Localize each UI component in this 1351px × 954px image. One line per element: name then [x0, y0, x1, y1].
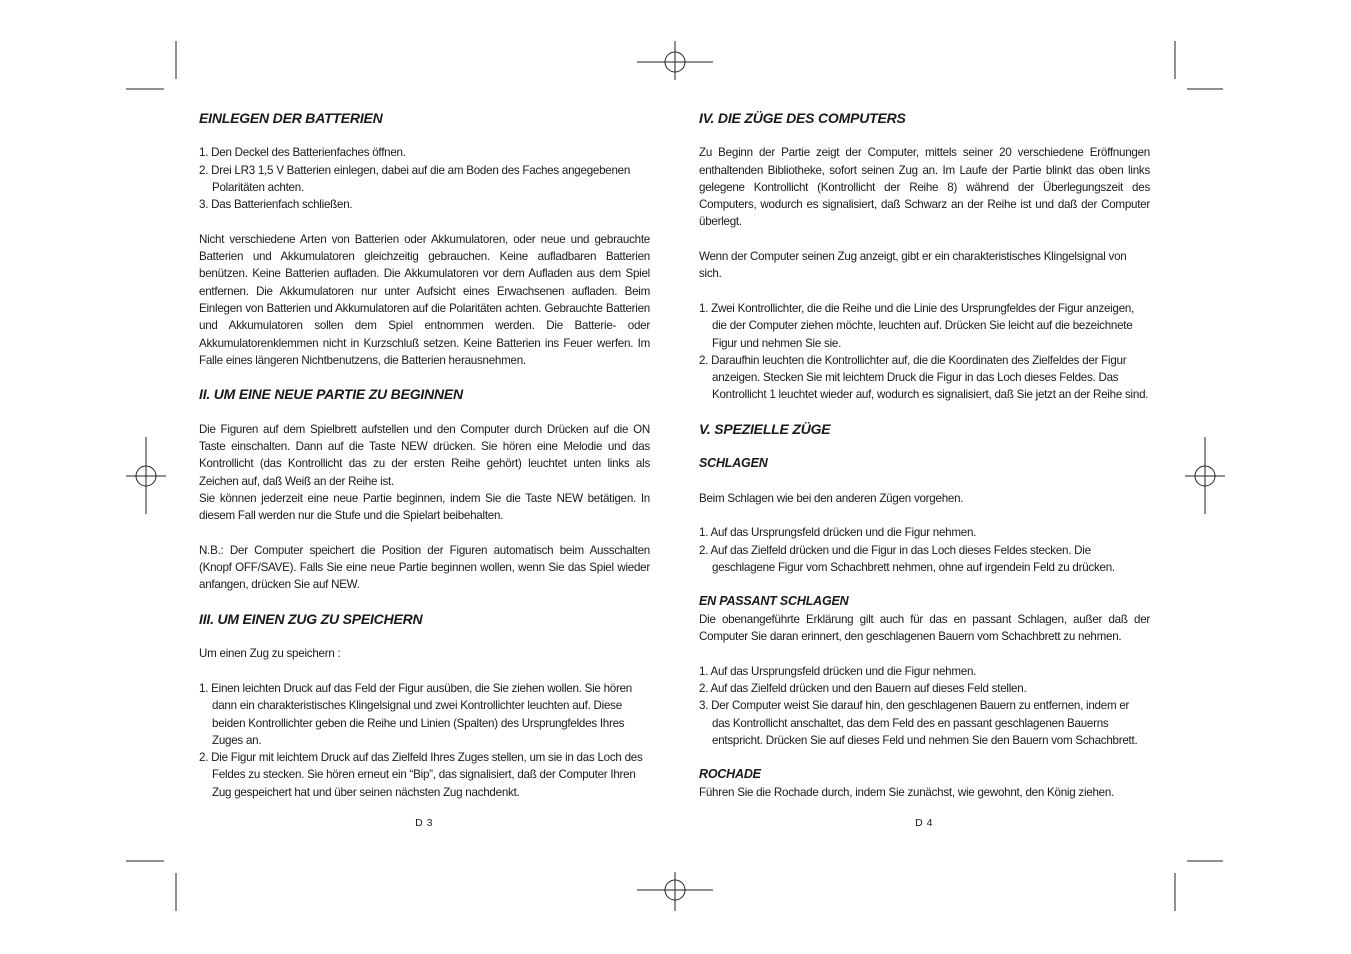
list-item: 3. Der Computer weist Sie darauf hin, den geschlagenen Bauern zu entfernen, indem er das Kontrollicht anschaltet, das dem Feld des en passant geschlagenen Bauerns entspricht. Drücken Sie auf dieses Feld und nehmen Sie den Bauern vom Schachbrett. [699, 699, 1138, 747]
heading-new-game: II. UM EINE NEUE PARTIE ZU BEGINNEN [199, 386, 463, 403]
new-game-paragraph: Sie können jederzeit eine neue Partie beginnen, indem Sie die Taste NEW betätigen. In diesem Fall werden nur die Stufe und die Spielart beibehalten. [199, 491, 650, 523]
heading-special-moves: V. SPEZIELLE ZÜGE [699, 421, 831, 438]
new-game-note: N.B.: Der Computer speichert die Position der Figuren automatisch beim Ausschalten (Knopf OFF/SAVE). Falls Sie eine neue Partie beginnen wollen, wenn Sie das Spiel wieder anfangen, drücken Sie auf NEW. [199, 543, 650, 592]
list-item: 2. Auf das Zielfeld drücken und die Figur in das Loch dieses Feldes stecken. Die geschlagene Figur vom Schachbrett nehmen, ohne auf irgendein Feld zu drücken. [699, 543, 1115, 574]
save-move-steps [199, 680, 650, 801]
list-item: 1. Den Deckel des Batterienfaches öffnen. [199, 146, 406, 160]
new-game-paragraph: Die Figuren auf dem Spielbrett aufstellen und den Computer durch Drücken auf die ON Taste einschalten. Dann auf die Taste NEW drücken. Sie hören eine Melodie und das Kontrollicht (das Kontrollicht das zu der ersten Reihe gehört) leuchtet unten links als Zeichen auf, daß Weiß an der Reihe ist. [199, 422, 650, 488]
en-passant-steps [699, 663, 1150, 749]
battery-warning: Nicht verschiedene Arten von Batterien oder Akkumulatoren, oder neue und gebrauchte Batterien und Akkumulatoren gleichzeitig gebrauchen. Keine aufladbaren Batterien benützen. Keine Batterien aufladen. Die Akkumulatoren vor dem Aufladen aus dem Spiel entfernen. Die Akkumulatoren nur unter Aufsicht eines Erwachsenen aufladen. Beim Einlegen von Batterien und Akkumulatoren auf die Polaritäten achten. Gebrauchte Batterien und Akkumulatoren sollen dem Spiel entnommen werden. Die Batterie- oder Akkumulatorenklemmen nicht in Kurzschluß setzen. Keine Batterien ins Feuer werfen. Im Falle eines längeren Nichtbenutzens, die Batterien herausnehmen. [199, 232, 650, 367]
list-item: 1. Einen leichten Druck auf das Feld der Figur ausüben, die Sie ziehen wollen. Sie hören dann ein charakteristisches Klingelsignal und zwei Kontrollichter leuchten auf. Diese beiden Kontrollichter geben die Reihe und Linien (Spalten) des Ursprungfeldes Ihres Zuges an. [199, 681, 633, 747]
en-passant-intro: Die obenangeführte Erklärung gilt auch für das en passant Schlagen, außer daß der Computer Sie daran erinnert, den geschlagenen Bauern vom Schachbrett zu nehmen. [699, 612, 1150, 644]
computer-moves-paragraph: Wenn der Computer seinen Zug anzeigt, gibt er ein charakteristisches Klingelsignal von sich. [699, 250, 1127, 281]
list-item: 2. Daraufhin leuchten die Kontrollichter auf, die die Koordinaten des Zielfeldes der Figur anzeigen. Stecken Sie mit leichtem Druck die Figur in das Loch dieses Feldes. Das Kontrollicht 1 leuchtet wieder auf, wodurch es signalisiert, daß Sie jetzt an der Reihe sind. [699, 353, 1149, 402]
page-left [199, 110, 650, 818]
page-number-right: D 4 [915, 817, 933, 829]
computer-moves-steps [699, 300, 1150, 404]
heading-batteries: EINLEGEN DER BATTERIEN [199, 110, 383, 126]
list-item: 2. Drei LR3 1,5 V Batterien einlegen, dabei auf die am Boden des Faches angegebenen Polaritäten achten. [199, 163, 631, 194]
heading-computer-moves: IV. DIE ZÜGE DES COMPUTERS [699, 110, 906, 126]
rochade-text: Führen Sie die Rochade durch, indem Sie zunächst, wie gewohnt, den König ziehen. [699, 785, 1115, 799]
list-item: 3. Das Batterienfach schließen. [199, 198, 353, 212]
battery-steps [199, 144, 650, 213]
list-item: 1. Zwei Kontrollichter, die die Reihe und die Linie des Ursprungfeldes der Figur anzeigen, die der Computer ziehen möchte, leuchten auf. Drücken Sie leicht auf die bezeichnete Figur und nehmen Sie sie. [699, 301, 1135, 350]
heading-en-passant: EN PASSANT SCHLAGEN [699, 594, 849, 609]
list-item: 1. Auf das Ursprungsfeld drücken und die Figur nehmen. [699, 526, 977, 540]
heading-rochade: ROCHADE [699, 767, 761, 782]
schlagen-steps [699, 524, 1150, 576]
save-move-intro: Um einen Zug zu speichern : [199, 647, 341, 661]
heading-schlagen: SCHLAGEN [699, 456, 768, 471]
page-number-left: D 3 [415, 817, 433, 829]
computer-moves-paragraph: Zu Beginn der Partie zeigt der Computer, mittels seiner 20 verschiedene Eröffnungen enthaltenden Bibliotheke, sofort seinen Zug an. Im Laufe der Partie blinkt das oben links gelegene Kontrollicht (Kontrollicht der Reihe 8) während der Überlegungszeit des Computers, wodurch es signalisiert, daß Schwarz an der Reihe ist und daß der Computer überlegt. [699, 146, 1150, 229]
heading-save-move: III. UM EINEN ZUG ZU SPEICHERN [199, 611, 423, 628]
page-right [699, 110, 1150, 801]
list-item: 1. Auf das Ursprungsfeld drücken und die Figur nehmen. [699, 664, 977, 678]
list-item: 2. Auf das Zielfeld drücken und den Bauern auf dieses Feld stellen. [699, 681, 1027, 695]
list-item: 2. Die Figur mit leichtem Druck auf das Zielfeld Ihres Zuges stellen, um sie in das Loch des Feldes zu stecken. Sie hören erneut ein “Bip”, das signalisiert, daß der Computer Ihren Zug gespeichert hat und über seinen nächsten Zug nachdenkt. [199, 751, 643, 799]
schlagen-intro: Beim Schlagen wie bei den anderen Zügen vorgehen. [699, 491, 964, 505]
